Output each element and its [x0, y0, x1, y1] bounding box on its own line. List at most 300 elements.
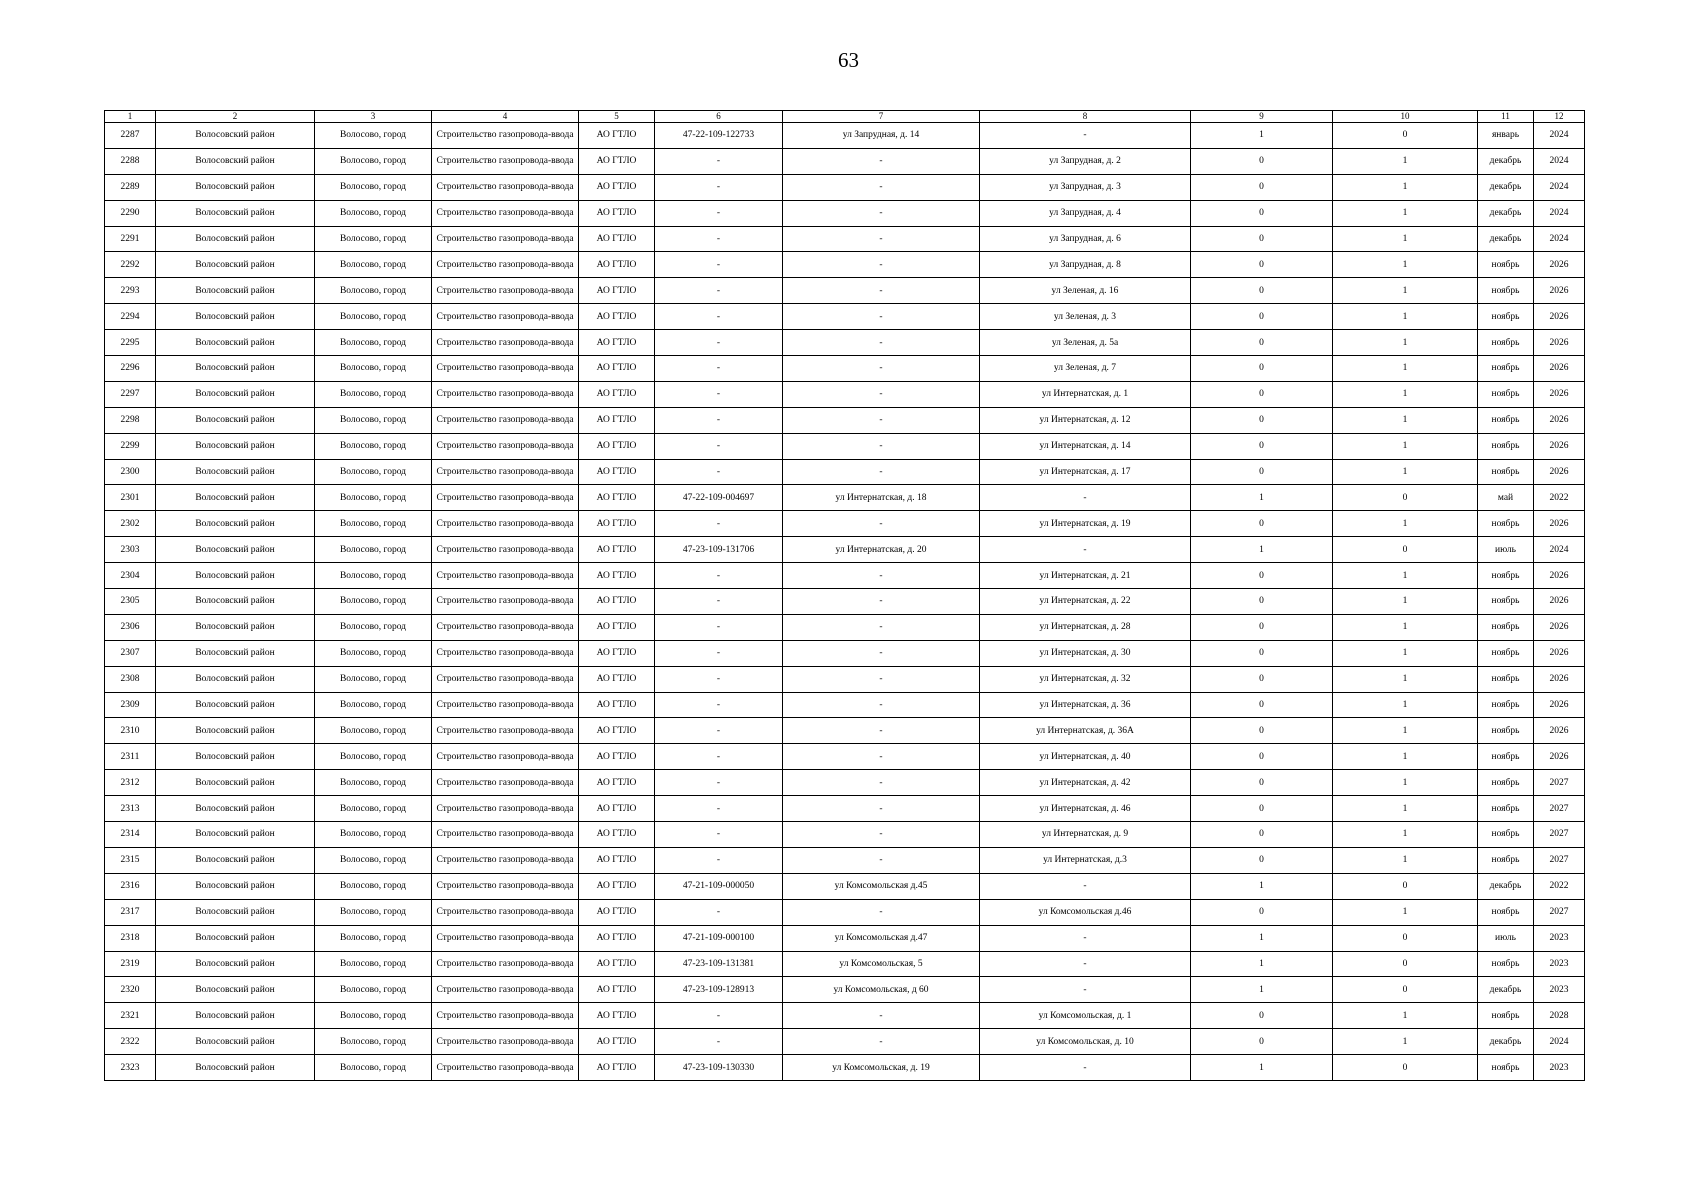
cell-settlement: Волосово, город: [315, 537, 432, 563]
cell-organization: АО ГТЛО: [579, 381, 655, 407]
table-row: [105, 873, 1585, 899]
cell-count-planned: 1: [1333, 174, 1478, 200]
cell-year: 2026: [1534, 589, 1585, 615]
column-header: 8: [980, 111, 1191, 123]
cell-address-planned: ул Зеленая, д. 3: [980, 304, 1191, 330]
cell-district: Волосовский район: [156, 537, 315, 563]
cell-settlement: Волосово, город: [315, 614, 432, 640]
table-row: [105, 666, 1585, 692]
cell-work-type: Строительство газопровода-ввода: [432, 640, 579, 666]
column-header: 9: [1191, 111, 1333, 123]
cell-count-planned: 1: [1333, 459, 1478, 485]
table-row: [105, 563, 1585, 589]
cell-row-number: 2299: [105, 433, 156, 459]
cell-month: декабрь: [1478, 873, 1534, 899]
cell-district: Волосовский район: [156, 873, 315, 899]
cell-month: ноябрь: [1478, 356, 1534, 382]
table-row: [105, 640, 1585, 666]
cell-year: 2027: [1534, 847, 1585, 873]
cell-count-planned: 1: [1333, 899, 1478, 925]
column-number-row: [105, 111, 1585, 123]
cell-cadastral-number: -: [655, 718, 783, 744]
cell-address-existing: -: [783, 640, 980, 666]
cell-month: январь: [1478, 123, 1534, 149]
cell-year: 2022: [1534, 873, 1585, 899]
cell-count-planned: 1: [1333, 356, 1478, 382]
cell-district: Волосовский район: [156, 796, 315, 822]
cell-address-existing: -: [783, 847, 980, 873]
cell-work-type: Строительство газопровода-ввода: [432, 278, 579, 304]
cell-month: ноябрь: [1478, 692, 1534, 718]
cell-work-type: Строительство газопровода-ввода: [432, 200, 579, 226]
cell-cadastral-number: -: [655, 148, 783, 174]
table-row: [105, 1029, 1585, 1055]
cell-row-number: 2296: [105, 356, 156, 382]
cell-organization: АО ГТЛО: [579, 200, 655, 226]
cell-count-existing: 0: [1191, 278, 1333, 304]
cell-cadastral-number: -: [655, 770, 783, 796]
cell-cadastral-number: 47-22-109-004697: [655, 485, 783, 511]
cell-settlement: Волосово, город: [315, 278, 432, 304]
cell-cadastral-number: -: [655, 589, 783, 615]
cell-organization: АО ГТЛО: [579, 925, 655, 951]
table-body: [105, 123, 1585, 1081]
cell-month: ноябрь: [1478, 1003, 1534, 1029]
cell-cadastral-number: -: [655, 381, 783, 407]
cell-organization: АО ГТЛО: [579, 407, 655, 433]
cell-organization: АО ГТЛО: [579, 433, 655, 459]
cell-row-number: 2321: [105, 1003, 156, 1029]
cell-count-existing: 0: [1191, 1003, 1333, 1029]
cell-row-number: 2289: [105, 174, 156, 200]
cell-count-existing: 1: [1191, 977, 1333, 1003]
cell-count-existing: 0: [1191, 692, 1333, 718]
cell-address-existing: -: [783, 148, 980, 174]
cell-count-planned: 1: [1333, 1003, 1478, 1029]
column-header: 10: [1333, 111, 1478, 123]
column-header: 12: [1534, 111, 1585, 123]
cell-address-planned: ул Интернатская, д. 9: [980, 822, 1191, 848]
cell-address-existing: -: [783, 278, 980, 304]
cell-month: май: [1478, 485, 1534, 511]
cell-address-planned: ул Интернатская, д. 42: [980, 770, 1191, 796]
cell-count-existing: 1: [1191, 537, 1333, 563]
cell-count-planned: 0: [1333, 1055, 1478, 1081]
cell-settlement: Волосово, город: [315, 873, 432, 899]
cell-district: Волосовский район: [156, 356, 315, 382]
cell-month: ноябрь: [1478, 433, 1534, 459]
cell-settlement: Волосово, город: [315, 899, 432, 925]
cell-organization: АО ГТЛО: [579, 640, 655, 666]
cell-count-planned: 1: [1333, 381, 1478, 407]
cell-work-type: Строительство газопровода-ввода: [432, 796, 579, 822]
cell-district: Волосовский район: [156, 148, 315, 174]
cell-year: 2026: [1534, 666, 1585, 692]
cell-organization: АО ГТЛО: [579, 252, 655, 278]
cell-settlement: Волосово, город: [315, 796, 432, 822]
cell-month: декабрь: [1478, 977, 1534, 1003]
cell-count-existing: 0: [1191, 614, 1333, 640]
cell-district: Волосовский район: [156, 1003, 315, 1029]
cell-count-existing: 0: [1191, 148, 1333, 174]
cell-address-existing: -: [783, 1003, 980, 1029]
cell-work-type: Строительство газопровода-ввода: [432, 226, 579, 252]
cell-work-type: Строительство газопровода-ввода: [432, 899, 579, 925]
cell-settlement: Волосово, город: [315, 174, 432, 200]
cell-district: Волосовский район: [156, 666, 315, 692]
cell-work-type: Строительство газопровода-ввода: [432, 330, 579, 356]
cell-year: 2026: [1534, 356, 1585, 382]
cell-settlement: Волосово, город: [315, 1055, 432, 1081]
cell-row-number: 2310: [105, 718, 156, 744]
cell-row-number: 2315: [105, 847, 156, 873]
cell-count-planned: 1: [1333, 614, 1478, 640]
cell-count-existing: 1: [1191, 925, 1333, 951]
cell-work-type: Строительство газопровода-ввода: [432, 459, 579, 485]
cell-row-number: 2309: [105, 692, 156, 718]
cell-work-type: Строительство газопровода-ввода: [432, 925, 579, 951]
table-row: [105, 433, 1585, 459]
cell-organization: АО ГТЛО: [579, 485, 655, 511]
cell-cadastral-number: -: [655, 356, 783, 382]
cell-year: 2028: [1534, 1003, 1585, 1029]
cell-district: Волосовский район: [156, 744, 315, 770]
cell-cadastral-number: 47-23-109-131706: [655, 537, 783, 563]
cell-count-planned: 0: [1333, 977, 1478, 1003]
cell-count-existing: 0: [1191, 433, 1333, 459]
cell-address-existing: -: [783, 381, 980, 407]
cell-count-existing: 0: [1191, 356, 1333, 382]
cell-address-planned: -: [980, 485, 1191, 511]
cell-address-planned: ул Интернатская, д.3: [980, 847, 1191, 873]
cell-address-planned: ул Комсомольская д.46: [980, 899, 1191, 925]
cell-work-type: Строительство газопровода-ввода: [432, 666, 579, 692]
cell-row-number: 2320: [105, 977, 156, 1003]
cell-address-existing: -: [783, 899, 980, 925]
cell-work-type: Строительство газопровода-ввода: [432, 563, 579, 589]
cell-settlement: Волосово, город: [315, 718, 432, 744]
cell-count-planned: 1: [1333, 407, 1478, 433]
table-row: [105, 485, 1585, 511]
cell-count-existing: 0: [1191, 899, 1333, 925]
cell-district: Волосовский район: [156, 614, 315, 640]
cell-row-number: 2323: [105, 1055, 156, 1081]
cell-address-existing: -: [783, 459, 980, 485]
cell-work-type: Строительство газопровода-ввода: [432, 822, 579, 848]
cell-count-existing: 0: [1191, 822, 1333, 848]
cell-count-existing: 1: [1191, 123, 1333, 149]
cell-address-existing: -: [783, 563, 980, 589]
cell-row-number: 2302: [105, 511, 156, 537]
cell-address-existing: -: [783, 614, 980, 640]
cell-cadastral-number: -: [655, 278, 783, 304]
cell-organization: АО ГТЛО: [579, 951, 655, 977]
cell-row-number: 2316: [105, 873, 156, 899]
cell-organization: АО ГТЛО: [579, 718, 655, 744]
cell-settlement: Волосово, город: [315, 148, 432, 174]
cell-count-planned: 1: [1333, 563, 1478, 589]
table-row: [105, 537, 1585, 563]
cell-count-planned: 1: [1333, 718, 1478, 744]
cell-settlement: Волосово, город: [315, 381, 432, 407]
cell-address-existing: -: [783, 252, 980, 278]
table-row: [105, 925, 1585, 951]
cell-month: декабрь: [1478, 226, 1534, 252]
cell-district: Волосовский район: [156, 925, 315, 951]
cell-year: 2026: [1534, 433, 1585, 459]
cell-address-existing: -: [783, 589, 980, 615]
cell-count-planned: 1: [1333, 796, 1478, 822]
cell-address-existing: -: [783, 796, 980, 822]
cell-cadastral-number: -: [655, 433, 783, 459]
cell-count-planned: 1: [1333, 692, 1478, 718]
cell-count-planned: 0: [1333, 485, 1478, 511]
cell-settlement: Волосово, город: [315, 1003, 432, 1029]
cell-address-planned: ул Запрудная, д. 6: [980, 226, 1191, 252]
cell-settlement: Волосово, город: [315, 925, 432, 951]
cell-count-existing: 0: [1191, 640, 1333, 666]
cell-count-planned: 1: [1333, 252, 1478, 278]
table-row: [105, 899, 1585, 925]
cell-organization: АО ГТЛО: [579, 537, 655, 563]
cell-count-planned: 1: [1333, 1029, 1478, 1055]
cell-year: 2026: [1534, 692, 1585, 718]
cell-count-existing: 0: [1191, 744, 1333, 770]
column-header: 2: [156, 111, 315, 123]
cell-row-number: 2293: [105, 278, 156, 304]
cell-settlement: Волосово, город: [315, 847, 432, 873]
cell-settlement: Волосово, город: [315, 744, 432, 770]
cell-work-type: Строительство газопровода-ввода: [432, 873, 579, 899]
cell-district: Волосовский район: [156, 174, 315, 200]
cell-cadastral-number: -: [655, 744, 783, 770]
cell-count-existing: 0: [1191, 252, 1333, 278]
cell-district: Волосовский район: [156, 200, 315, 226]
cell-month: ноябрь: [1478, 847, 1534, 873]
table-row: [105, 951, 1585, 977]
cell-district: Волосовский район: [156, 381, 315, 407]
cell-month: декабрь: [1478, 148, 1534, 174]
cell-row-number: 2301: [105, 485, 156, 511]
cell-count-existing: 1: [1191, 951, 1333, 977]
cell-organization: АО ГТЛО: [579, 459, 655, 485]
cell-address-planned: ул Запрудная, д. 4: [980, 200, 1191, 226]
cell-year: 2024: [1534, 200, 1585, 226]
cell-month: июль: [1478, 537, 1534, 563]
cell-month: ноябрь: [1478, 563, 1534, 589]
cell-organization: АО ГТЛО: [579, 692, 655, 718]
cell-district: Волосовский район: [156, 511, 315, 537]
cell-address-planned: ул Запрудная, д. 2: [980, 148, 1191, 174]
cell-district: Волосовский район: [156, 433, 315, 459]
cell-address-planned: -: [980, 1055, 1191, 1081]
cell-count-existing: 0: [1191, 718, 1333, 744]
cell-work-type: Строительство газопровода-ввода: [432, 485, 579, 511]
cell-district: Волосовский район: [156, 899, 315, 925]
cell-month: ноябрь: [1478, 718, 1534, 744]
cell-address-existing: -: [783, 330, 980, 356]
cell-district: Волосовский район: [156, 123, 315, 149]
cell-address-existing: -: [783, 692, 980, 718]
cell-count-existing: 0: [1191, 563, 1333, 589]
cell-settlement: Волосово, город: [315, 304, 432, 330]
cell-year: 2026: [1534, 563, 1585, 589]
cell-address-planned: ул Интернатская, д. 19: [980, 511, 1191, 537]
cell-row-number: 2294: [105, 304, 156, 330]
cell-district: Волосовский район: [156, 226, 315, 252]
register-table: [104, 110, 1585, 1081]
cell-row-number: 2311: [105, 744, 156, 770]
cell-settlement: Волосово, город: [315, 977, 432, 1003]
cell-address-existing: -: [783, 744, 980, 770]
cell-address-planned: -: [980, 925, 1191, 951]
cell-settlement: Волосово, город: [315, 459, 432, 485]
cell-row-number: 2313: [105, 796, 156, 822]
cell-count-existing: 0: [1191, 381, 1333, 407]
cell-cadastral-number: -: [655, 304, 783, 330]
cell-district: Волосовский район: [156, 977, 315, 1003]
table-row: [105, 692, 1585, 718]
cell-cadastral-number: 47-22-109-122733: [655, 123, 783, 149]
table-row: [105, 278, 1585, 304]
cell-district: Волосовский район: [156, 1029, 315, 1055]
cell-count-planned: 1: [1333, 640, 1478, 666]
cell-year: 2026: [1534, 640, 1585, 666]
column-header: 7: [783, 111, 980, 123]
cell-settlement: Волосово, город: [315, 563, 432, 589]
cell-work-type: Строительство газопровода-ввода: [432, 304, 579, 330]
table-row: [105, 148, 1585, 174]
cell-count-existing: 0: [1191, 407, 1333, 433]
cell-count-existing: 0: [1191, 459, 1333, 485]
cell-cadastral-number: -: [655, 459, 783, 485]
cell-year: 2026: [1534, 614, 1585, 640]
table-row: [105, 614, 1585, 640]
cell-work-type: Строительство газопровода-ввода: [432, 356, 579, 382]
cell-district: Волосовский район: [156, 589, 315, 615]
cell-address-planned: ул Интернатская, д. 30: [980, 640, 1191, 666]
cell-year: 2023: [1534, 977, 1585, 1003]
cell-count-planned: 1: [1333, 200, 1478, 226]
cell-month: ноябрь: [1478, 278, 1534, 304]
cell-organization: АО ГТЛО: [579, 278, 655, 304]
cell-count-planned: 1: [1333, 744, 1478, 770]
cell-settlement: Волосово, город: [315, 356, 432, 382]
cell-cadastral-number: -: [655, 692, 783, 718]
cell-year: 2027: [1534, 770, 1585, 796]
table-row: [105, 744, 1585, 770]
cell-work-type: Строительство газопровода-ввода: [432, 537, 579, 563]
cell-settlement: Волосово, город: [315, 692, 432, 718]
cell-year: 2027: [1534, 822, 1585, 848]
cell-month: декабрь: [1478, 174, 1534, 200]
cell-cadastral-number: -: [655, 200, 783, 226]
cell-address-existing: ул Запрудная, д. 14: [783, 123, 980, 149]
cell-district: Волосовский район: [156, 252, 315, 278]
cell-address-existing: ул Комсомольская д.45: [783, 873, 980, 899]
cell-year: 2024: [1534, 123, 1585, 149]
cell-settlement: Волосово, город: [315, 640, 432, 666]
cell-month: ноябрь: [1478, 459, 1534, 485]
cell-year: 2024: [1534, 226, 1585, 252]
table-row: [105, 459, 1585, 485]
cell-district: Волосовский район: [156, 822, 315, 848]
cell-work-type: Строительство газопровода-ввода: [432, 511, 579, 537]
cell-count-existing: 0: [1191, 511, 1333, 537]
cell-organization: АО ГТЛО: [579, 563, 655, 589]
cell-address-planned: ул Запрудная, д. 8: [980, 252, 1191, 278]
cell-address-planned: ул Комсомольская, д. 1: [980, 1003, 1191, 1029]
cell-row-number: 2287: [105, 123, 156, 149]
cell-work-type: Строительство газопровода-ввода: [432, 847, 579, 873]
cell-cadastral-number: -: [655, 252, 783, 278]
cell-address-existing: -: [783, 770, 980, 796]
table-row: [105, 407, 1585, 433]
cell-count-existing: 1: [1191, 873, 1333, 899]
cell-row-number: 2288: [105, 148, 156, 174]
cell-year: 2026: [1534, 381, 1585, 407]
cell-settlement: Волосово, город: [315, 770, 432, 796]
cell-count-planned: 0: [1333, 951, 1478, 977]
table-row: [105, 226, 1585, 252]
table-row: [105, 1003, 1585, 1029]
cell-address-existing: ул Комсомольская, д 60: [783, 977, 980, 1003]
cell-address-existing: -: [783, 511, 980, 537]
cell-district: Волосовский район: [156, 278, 315, 304]
cell-count-existing: 1: [1191, 485, 1333, 511]
cell-district: Волосовский район: [156, 563, 315, 589]
cell-district: Волосовский район: [156, 718, 315, 744]
cell-month: ноябрь: [1478, 640, 1534, 666]
cell-cadastral-number: -: [655, 899, 783, 925]
cell-organization: АО ГТЛО: [579, 1003, 655, 1029]
cell-row-number: 2312: [105, 770, 156, 796]
cell-month: декабрь: [1478, 1029, 1534, 1055]
cell-count-existing: 0: [1191, 847, 1333, 873]
cell-address-planned: ул Интернатская, д. 46: [980, 796, 1191, 822]
cell-address-existing: -: [783, 226, 980, 252]
cell-row-number: 2318: [105, 925, 156, 951]
cell-year: 2023: [1534, 1055, 1585, 1081]
cell-work-type: Строительство газопровода-ввода: [432, 977, 579, 1003]
cell-work-type: Строительство газопровода-ввода: [432, 614, 579, 640]
cell-count-planned: 0: [1333, 925, 1478, 951]
cell-row-number: 2322: [105, 1029, 156, 1055]
cell-year: 2026: [1534, 511, 1585, 537]
cell-year: 2026: [1534, 744, 1585, 770]
cell-count-planned: 1: [1333, 770, 1478, 796]
cell-cadastral-number: 47-23-109-130330: [655, 1055, 783, 1081]
cell-settlement: Волосово, город: [315, 330, 432, 356]
cell-row-number: 2317: [105, 899, 156, 925]
cell-address-existing: ул Комсомольская, д. 19: [783, 1055, 980, 1081]
cell-organization: АО ГТЛО: [579, 1055, 655, 1081]
cell-organization: АО ГТЛО: [579, 899, 655, 925]
cell-row-number: 2306: [105, 614, 156, 640]
cell-work-type: Строительство газопровода-ввода: [432, 692, 579, 718]
cell-cadastral-number: 47-23-109-131381: [655, 951, 783, 977]
cell-work-type: Строительство газопровода-ввода: [432, 770, 579, 796]
cell-address-planned: ул Зеленая, д. 7: [980, 356, 1191, 382]
cell-district: Волосовский район: [156, 1055, 315, 1081]
cell-cadastral-number: -: [655, 822, 783, 848]
cell-address-planned: ул Комсомольская, д. 10: [980, 1029, 1191, 1055]
table-row: [105, 174, 1585, 200]
cell-month: ноябрь: [1478, 770, 1534, 796]
cell-year: 2026: [1534, 330, 1585, 356]
cell-row-number: 2298: [105, 407, 156, 433]
cell-count-planned: 1: [1333, 433, 1478, 459]
